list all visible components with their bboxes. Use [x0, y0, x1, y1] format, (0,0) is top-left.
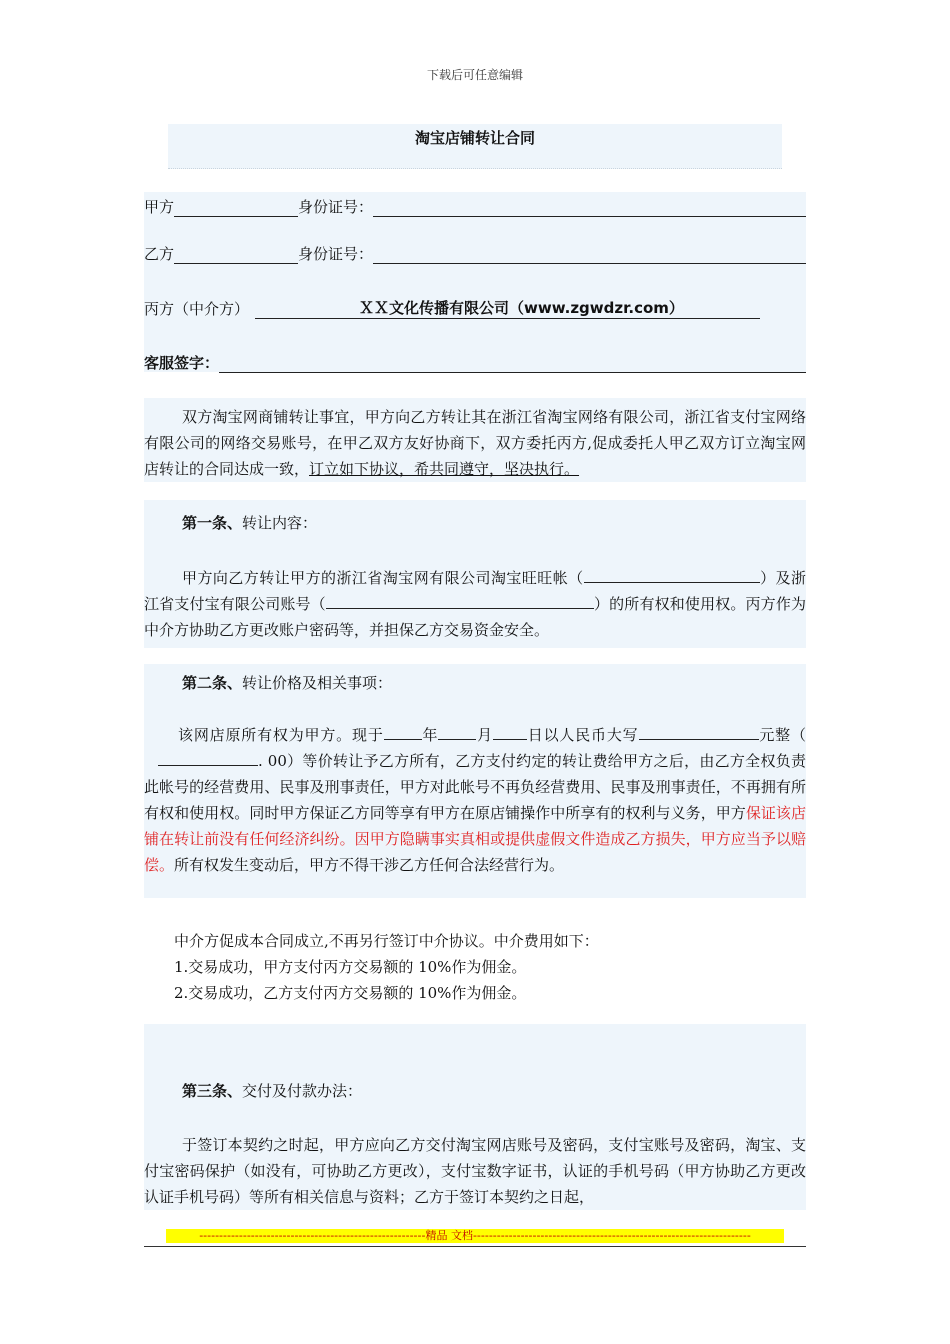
party-a-label: 甲方	[144, 198, 175, 216]
amount-number-field[interactable]	[158, 750, 258, 766]
year-field[interactable]	[384, 724, 422, 740]
article1-text-1: 甲方向乙方转让甲方的浙江省淘宝网有限公司淘宝旺旺帐（	[182, 569, 584, 587]
party-b-label: 乙方	[144, 245, 175, 263]
commission-block	[174, 928, 599, 1006]
article2-heading-number: 第二条、	[182, 674, 243, 692]
party-a-row	[144, 196, 806, 217]
article3-paragraph: 于签订本契约之时起，甲方应向乙方交付淘宝网店账号及密码，支付宝账号及密码，淘宝、支付宝密码保护（如没有，可协助乙方更改），支付宝数字证书，认证的手机号码（甲方协助乙方更改认证手机号码）等所有相关信息与资料；乙方于签订本契约之日起，	[144, 1136, 806, 1206]
article2-heading-text: 转让价格及相关事项：	[242, 674, 393, 692]
article1-heading	[182, 512, 317, 533]
party-a-id-label: 身份证号：	[298, 198, 374, 216]
service-sign-label: 客服签字：	[144, 354, 220, 372]
party-a-name-field[interactable]	[174, 200, 298, 217]
footer-divider	[144, 1246, 806, 1247]
party-c-row	[144, 297, 760, 319]
party-b-row	[144, 243, 806, 264]
article2-paragraph	[144, 722, 806, 878]
party-b-id-label: 身份证号：	[298, 245, 374, 263]
month-label: 月	[476, 726, 493, 744]
parties-background	[144, 192, 806, 372]
service-sign-field[interactable]	[219, 356, 806, 373]
intro-paragraph	[144, 404, 806, 482]
year-label: 年	[421, 726, 439, 744]
day-label: 日以人民币大写	[526, 726, 639, 744]
service-sign-row	[144, 352, 806, 373]
article1-paragraph	[144, 565, 806, 643]
commission-item-2: 2.交易成功，乙方支付丙方交易额的 10%作为佣金。	[174, 984, 527, 1002]
article1-text-3: ）的所有权和使用权。丙方作为中介方协助乙方更改账户密码等，并担保乙方交易资金安全。	[144, 595, 806, 639]
header-note: 下载后可任意编辑	[426, 68, 523, 82]
article2-text-3: . 00）等价转让予乙方所有，乙方支付约定的转让费给甲方之后，由乙方全权负责此帐号的经营费用、民事及刑事责任，甲方对此帐号不再负经营费用、民事及刑事责任，不再拥有所有权和使用权。同时甲方保证乙方同等享有甲方在原店铺操作中所享有的权利与义务，甲方	[144, 752, 806, 822]
footer-banner: ---------------------------------------------------------精品 文档----------------------------------------------------------------------	[166, 1229, 784, 1243]
party-c-company: ＸＸ文化传播有限公司（www.zgwdzr.com）	[255, 297, 760, 319]
day-field[interactable]	[493, 724, 527, 740]
party-a-id-field[interactable]	[373, 200, 806, 217]
intro-text: 双方淘宝网商铺转让事宜，甲方向乙方转让其在浙江省淘宝网络有限公司，浙江省支付宝网络有限公司的网络交易账号，在甲乙双方友好协商下，双方委托丙方,促成委托人甲乙双方订立淘宝网店转让的合同达成一致，	[144, 408, 806, 478]
article1-heading-number: 第一条、	[182, 514, 243, 532]
intro-underlined-text: 订立如下协议，希共同遵守，坚决执行。	[309, 460, 580, 478]
article1-text-2: ）及浙江省支付宝有限公司账号（	[144, 569, 806, 613]
article2-text-2: 元整（	[758, 726, 806, 744]
party-b-id-field[interactable]	[373, 247, 806, 264]
commission-intro: 中介方促成本合同成立,不再另行签订中介协议。中介费用如下：	[174, 932, 599, 950]
party-c-label: 丙方（中介方）	[144, 300, 250, 318]
article3-heading-number: 第三条、	[182, 1082, 243, 1100]
party-b-name-field[interactable]	[174, 247, 298, 264]
article3-heading-text: 交付及付款办法：	[242, 1082, 363, 1100]
article2-text-4: 所有权发生变动后，甲方不得干涉乙方任何合法经营行为。	[174, 856, 565, 874]
article3-heading	[182, 1080, 362, 1101]
page-title: 淘宝店铺转让合同	[414, 129, 535, 147]
taobao-account-field[interactable]	[584, 567, 760, 583]
article2-heading	[182, 672, 392, 693]
month-field[interactable]	[438, 724, 476, 740]
article2-warning-text: 保证该店铺在转让前没有任何经济纠纷。因甲方隐瞒事实真相或提供虚假文件造成乙方损失，甲方应当予以赔偿。	[144, 804, 806, 874]
article1-heading-text: 转让内容：	[242, 514, 318, 532]
commission-item-1: 1.交易成功，甲方支付丙方交易额的 10%作为佣金。	[174, 958, 527, 976]
alipay-account-field[interactable]	[326, 593, 594, 609]
article2-text-1: 该网店原所有权为甲方。现于	[178, 726, 384, 744]
amount-chinese-field[interactable]	[639, 724, 759, 740]
